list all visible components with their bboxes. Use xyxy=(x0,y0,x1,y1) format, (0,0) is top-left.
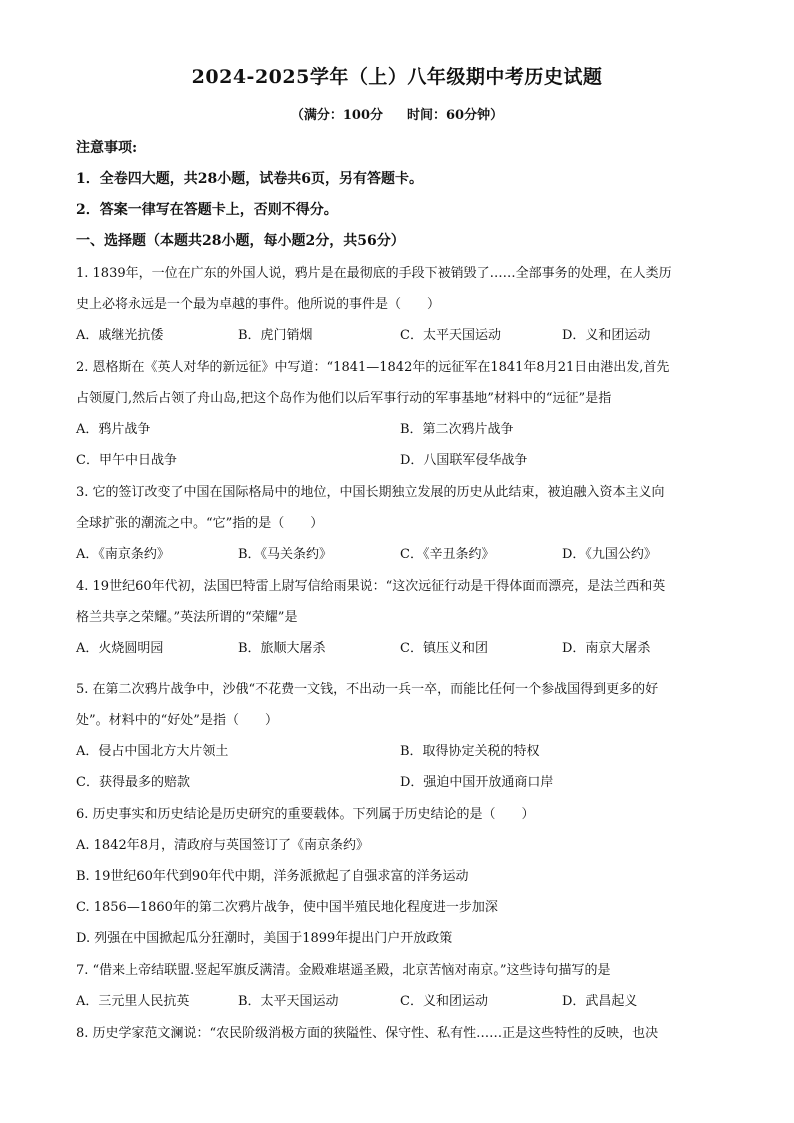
question-7-option-b: B．太平天国运动 xyxy=(238,994,339,1009)
question-2-line: 2. 恩格斯在《英人对华的新远征》中写道：“1841—1842年的远征军在1841年8月21日由港出发,首先 xyxy=(76,360,670,375)
score-info: （满分：100分 xyxy=(290,108,384,123)
question-5-option-d: D．强迫中国开放通商口岸 xyxy=(400,775,554,790)
question-2-option-c: C．甲午中日战争 xyxy=(76,453,177,468)
time-info: 时间：60分钟） xyxy=(407,108,504,123)
exam-subtitle xyxy=(0,104,794,123)
question-4-line: 格兰共享之荣耀。”英法所谓的“荣耀”是 xyxy=(76,610,298,625)
question-6-line: 6. 历史事实和历史结论是历史研究的重要载体。下列属于历史结论的是（ ） xyxy=(76,807,535,822)
question-5-option-c: C．获得最多的赔款 xyxy=(76,775,190,790)
question-6-option-b: B. 19世纪60年代到90年代中期，洋务派掀起了自强求富的洋务运动 xyxy=(76,869,469,884)
question-1-option-b: B．虎门销烟 xyxy=(238,328,313,343)
question-5-option-a: A．侵占中国北方大片领土 xyxy=(76,744,229,759)
question-4-option-a: A．火烧圆明园 xyxy=(76,641,164,656)
question-7-option-d: D．武昌起义 xyxy=(562,994,638,1009)
page-title: 2024-2025学年（上）八年级期中考历史试题 xyxy=(191,66,603,88)
question-3-option-b: B．《马关条约》 xyxy=(238,547,333,562)
question-5-line: 处”。材料中的“好处”是指（ ） xyxy=(76,713,278,728)
question-4-option-c: C．镇压义和团 xyxy=(400,641,488,656)
section-heading: 一、选择题（本题共28小题，每小题2分，共56分） xyxy=(76,233,405,249)
note-item: 2．答案一律写在答题卡上，否则不得分。 xyxy=(76,202,338,218)
question-6-option-c: C. 1856—1860年的第二次鸦片战争，使中国半殖民地化程度进一步加深 xyxy=(76,900,498,915)
question-7-option-c: C．义和团运动 xyxy=(400,994,488,1009)
question-4-option-d: D．南京大屠杀 xyxy=(562,641,651,656)
question-7-line: 7. “借来上帝结联盟.竖起军旗反满清。金殿难堪遥圣殿，北京苦恼对南京。”这些诗句描写的是 xyxy=(76,963,611,978)
question-2-option-a: A．鸦片战争 xyxy=(76,422,151,437)
question-4-option-b: B．旅顺大屠杀 xyxy=(238,641,326,656)
question-6-option-d: D. 列强在中国掀起瓜分狂潮时，美国于1899年提出门户开放政策 xyxy=(76,931,453,946)
question-3-option-d: D．《九国公约》 xyxy=(562,547,657,562)
question-1-line: 史上必将永远是一个最为卓越的事件。他所说的事件是（ ） xyxy=(76,297,441,312)
question-6-option-a: A. 1842年8月，清政府与英国签订了《南京条约》 xyxy=(76,838,370,853)
question-2-option-d: D．八国联军侵华战争 xyxy=(400,453,528,468)
question-7-option-a: A．三元里人民抗英 xyxy=(76,994,190,1009)
question-5-option-b: B．取得协定关税的特权 xyxy=(400,744,540,759)
question-2-option-b: B．第二次鸦片战争 xyxy=(400,422,514,437)
question-1-option-a: A．戚继光抗倭 xyxy=(76,328,164,343)
question-2-line: 占领厦门,然后占领了舟山岛,把这个岛作为他们以后军事行动的军事基地”材料中的“远征”是指 xyxy=(76,391,612,406)
notes-heading: 注意事项: xyxy=(76,140,138,156)
question-3-line: 3. 它的签订改变了中国在国际格局中的地位，中国长期独立发展的历史从此结束，被迫融入资本主义向 xyxy=(76,485,665,500)
question-3-option-a: A．《南京条约》 xyxy=(76,547,170,562)
question-3-line: 全球扩张的潮流之中。“它”指的是（ ） xyxy=(76,516,324,531)
question-5-line: 5. 在第二次鸦片战争中，沙俄“不花费一文钱，不出动一兵一卒，而能比任何一个参战国得到更多的好 xyxy=(76,682,659,697)
question-1-option-c: C．太平天国运动 xyxy=(400,328,501,343)
question-4-line: 4. 19世纪60年代初，法国巴特雷上尉写信给雨果说：“这次远征行动是干得体面而漂亮，是法兰西和英 xyxy=(76,579,666,594)
question-3-option-c: C．《辛丑条约》 xyxy=(400,547,495,562)
question-8-line: 8. 历史学家范文澜说：“农民阶级消极方面的狭隘性、保守性、私有性……正是这些特性的反映，也决 xyxy=(76,1026,659,1041)
question-1-option-d: D．义和团运动 xyxy=(562,328,651,343)
question-1-line: 1. 1839年，一位在广东的外国人说，鸦片是在最彻底的手段下被销毁了……全部事务的处理，在人类历 xyxy=(76,266,672,281)
note-item: 1．全卷四大题，共28小题，试卷共6页，另有答题卡。 xyxy=(76,171,423,187)
